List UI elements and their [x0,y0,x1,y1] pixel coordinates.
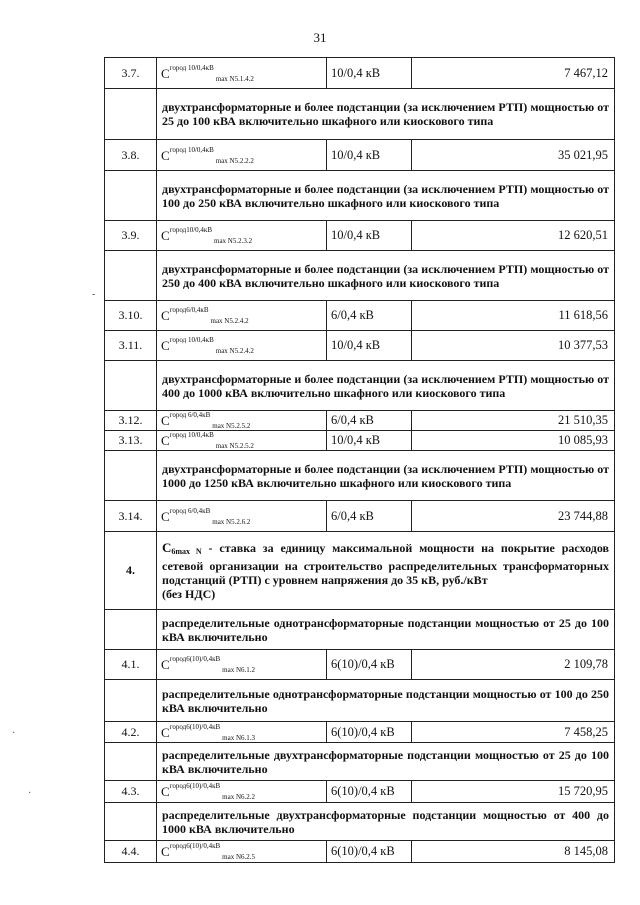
table-row [105,532,615,610]
section-note: (без НДС) [162,586,216,601]
table-row [105,58,615,89]
category-description: двухтрансформаторные и более подстанции (за исключением РТП) мощностью от 250 до 400 кВА включительно шкафного или киоскового типа [157,251,615,301]
symbol-base: C [161,433,170,448]
table-row [105,781,615,803]
rate-value: 15 720,95 [412,781,615,803]
table-row [105,171,615,221]
row-number-empty [105,680,157,722]
row-number: 3.11. [105,331,157,361]
rate-value: 11 618,56 [412,301,615,331]
symbol-base: C [161,784,170,799]
row-number: 3.8. [105,140,157,171]
symbol-base: C [161,657,170,672]
symbol-superscript: город10/0,4кВ [169,226,212,234]
symbol-subscript: max N5.1.4.2 [215,74,254,83]
row-number-empty [105,361,157,411]
symbol-superscript: город6(10)/0,4кВ [169,782,221,790]
margin-mark: · [28,788,32,799]
symbol-superscript: город6(10)/0,4кВ [169,655,221,663]
symbol-superscript: город 10/0,4кВ [169,431,214,439]
tariff-table [104,57,615,863]
table-row [105,803,615,841]
rate-value: 8 145,08 [412,841,615,863]
table-row [105,650,615,680]
rate-value: 10 085,93 [412,431,615,451]
rate-value: 21 510,35 [412,411,615,431]
row-number-empty [105,171,157,221]
table-row [105,89,615,140]
tariff-symbol [157,140,327,171]
tariff-symbol [157,411,327,431]
symbol-base: C [161,308,170,323]
symbol-subscript: max N6.1.3 [222,733,256,742]
symbol-subscript: max N6.2.2 [222,793,256,801]
row-number: 3.12. [105,411,157,431]
row-number: 3.7. [105,58,157,89]
symbol-superscript: город 6/0,4кВ [169,506,211,515]
table-row [105,411,615,431]
category-description: распределительные двухтрансформаторные подстанции мощностью от 25 до 100 кВА включительно [157,743,615,781]
table-row [105,722,615,743]
table-row [105,451,615,501]
symbol-base: C [161,338,170,353]
row-number-empty [105,743,157,781]
symbol-superscript: город 10/0,4кВ [169,145,214,154]
row-number: 3.13. [105,431,157,451]
margin-mark: - [92,289,96,300]
symbol-subscript: max N5.2.3.2 [214,237,253,245]
row-number-empty [105,251,157,301]
symbol-superscript: город 6/0,4кВ [169,411,211,419]
table-row [105,841,615,863]
symbol-base: C [161,844,170,859]
tariff-symbol [157,301,327,331]
tariff-symbol [157,722,327,743]
page-number: 31 [313,30,327,45]
rate-value: 2 109,78 [412,650,615,680]
voltage-level: 6(10)/0,4 кВ [327,722,412,743]
table-row [105,361,615,411]
margin-mark: · [12,728,16,739]
symbol-subscript: 6max N [171,546,202,556]
row-number: 3.9. [105,221,157,251]
section-text: - ставка за единицу максимальной мощности на покрытие расходов сетевой организации на строительство распределительных трансформаторных подстанций (РТП) с уровнем напряжения до 35 кВ, руб./кВт [162,540,610,587]
category-description: двухтрансформаторные и более подстанции (за исключением РТП) мощностью от 25 до 100 кВА включительно шкафного или киоскового типа [157,89,615,140]
voltage-level: 6(10)/0,4 кВ [327,841,412,863]
row-number: 3.14. [105,501,157,532]
voltage-level: 10/0,4 кВ [327,331,412,361]
table-row [105,743,615,781]
tariff-symbol [157,501,327,532]
rate-value: 35 021,95 [412,140,615,171]
tariff-symbol [157,841,327,863]
symbol-subscript: max N5.2.4.2 [210,317,249,325]
symbol-subscript: max N5.2.2.2 [215,156,254,165]
voltage-level: 6/0,4 кВ [327,501,412,532]
table-row [105,431,615,451]
tariff-symbol [157,58,327,89]
row-number-empty [105,451,157,501]
voltage-level: 6(10)/0,4 кВ [327,650,412,680]
symbol-subscript: max N5.2.4.2 [215,347,254,355]
category-description: двухтрансформаторные и более подстанции (за исключением РТП) мощностью от 1000 до 1250 кВА включительно шкафного или киоскового типа [157,451,615,501]
symbol-subscript: max N6.2.5 [222,853,256,861]
symbol-base: C [161,413,170,428]
symbol-superscript: город6(10)/0,4кВ [169,842,221,850]
rate-value: 7 467,12 [412,58,615,89]
section-description [157,532,615,610]
symbol-base: C [161,724,170,740]
category-description: двухтрансформаторные и более подстанции (за исключением РТП) мощностью от 100 до 250 кВА включительно шкафного или киоскового типа [157,171,615,221]
symbol-superscript: город6(10)/0,4кВ [169,722,221,731]
table-row [105,251,615,301]
category-description: распределительные однотрансформаторные подстанции мощностью от 100 до 250 кВА включительно [157,680,615,722]
symbol-base: С [162,539,172,555]
symbol-subscript: max N5.2.5.2 [212,422,251,430]
row-number-empty [105,610,157,650]
symbol-subscript: max N5.2.5.2 [215,442,254,450]
voltage-level: 6/0,4 кВ [327,411,412,431]
rate-value: 12 620,51 [412,221,615,251]
table-row [105,221,615,251]
symbol-base: C [161,65,170,81]
symbol-superscript: город 10/0,4кВ [169,336,214,344]
row-number: 4.1. [105,650,157,680]
voltage-level: 10/0,4 кВ [327,431,412,451]
tariff-symbol [157,431,327,451]
symbol-subscript: max N6.1.2 [222,666,256,674]
table-row [105,501,615,532]
symbol-superscript: город6/0,4кВ [169,306,209,314]
voltage-level: 6/0,4 кВ [327,301,412,331]
symbol-subscript: max N5.2.6.2 [212,517,251,526]
voltage-level: 10/0,4 кВ [327,221,412,251]
symbol-base: C [161,147,170,163]
rate-value: 23 744,88 [412,501,615,532]
table-row [105,331,615,361]
table-row [105,301,615,331]
tariff-symbol [157,331,327,361]
voltage-level: 10/0,4 кВ [327,58,412,89]
row-number: 4.2. [105,722,157,743]
rate-value: 7 458,25 [412,722,615,743]
tariff-symbol [157,650,327,680]
category-description: распределительные однотрансформаторные подстанции мощностью от 25 до 100 кВА включительно [157,610,615,650]
voltage-level: 10/0,4 кВ [327,140,412,171]
rate-value: 10 377,53 [412,331,615,361]
row-number: 4.4. [105,841,157,863]
tariff-symbol [157,781,327,803]
symbol-base: C [161,228,170,243]
row-number: 4.3. [105,781,157,803]
row-number-empty [105,803,157,841]
section-number: 4. [105,532,157,610]
category-description: двухтрансформаторные и более подстанции (за исключением РТП) мощностью от 400 до 1000 кВА включительно шкафного или киоскового типа [157,361,615,411]
symbol-base: C [161,508,170,524]
table-row [105,610,615,650]
tariff-symbol [157,221,327,251]
symbol-superscript: город 10/0,4кВ [169,63,214,72]
row-number-empty [105,89,157,140]
table-row [105,140,615,171]
row-number: 3.10. [105,301,157,331]
category-description: распределительные двухтрансформаторные подстанции мощностью от 400 до 1000 кВА включительно [157,803,615,841]
table-row [105,680,615,722]
voltage-level: 6(10)/0,4 кВ [327,781,412,803]
